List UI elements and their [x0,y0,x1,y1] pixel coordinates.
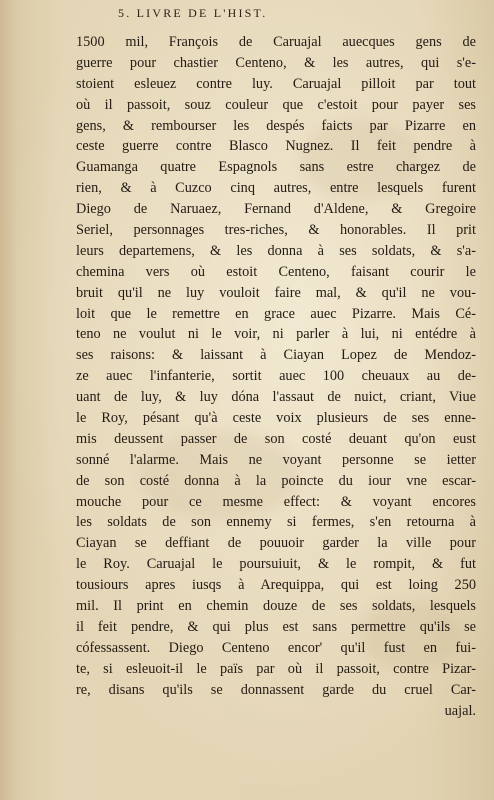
text-line: Guamanga quatre Espagnols sans estre chargez de [76,159,476,176]
body-text [76,32,476,721]
text-line: de son costé donna à la poincte du iour vne escar- [76,472,476,489]
text-line: les soldats de son ennemy si fermes, s'en retourna à [76,514,476,531]
text-line-final: uajal. [444,702,476,719]
text-line: Seriel, personnages tres-riches, & honorables. Il prit [76,222,476,239]
text-line: teno ne voulut ni le voir, ni parler à lui, ni entédre à [76,326,476,343]
text-line: tousiours apres iusqs à Arequippa, qui est loing 250 [76,577,476,594]
text-line: mil. Il print en chemin douze de ses soldats, lesquels [76,598,476,615]
text-line: te, si esleuoit-il le païs par où il passoit, contre Pizar- [76,660,476,677]
text-line: rien, & à Cuzco cinq autres, entre lesquels furent [76,180,476,197]
text-line: sonné l'alarme. Mais ne voyant personne se ietter [76,451,476,468]
text-line: gens, & rembourser les despés faicts par Pizarre en [76,117,476,134]
running-header: 5. LIVRE DE L'HIST. [118,6,268,20]
text-line: re, disans qu'ils se donnassent garde du cruel Car- [76,681,476,698]
text-line: cófessassent. Diego Centeno encor' qu'il fust en fui- [76,639,476,656]
text-line: Ciayan se deffiant de pouuoir garder la ville pour [76,535,476,552]
text-line: ses raisons: & laissant à Ciayan Lopez de Mendoz- [76,347,476,364]
text-line: ceste guerre contre Blasco Nugnez. Il feit pendre à [76,138,476,155]
text-line: loit que le remettre en grace auec Pizarre. Mais Cé- [76,305,476,322]
text-line: chemina vers où estoit Centeno, faisant courir le [76,263,476,280]
text-line: le Roy, pésant qu'à ceste voix plusieurs de ses enne- [76,410,476,427]
text-line: uant de luy, & luy dóna l'assaut de nuict, criant, Viue [76,389,476,406]
text-line: leurs departemens, & les donna à ses soldats, & s'a- [76,242,476,259]
text-line: Diego de Naruaez, Fernand d'Aldene, & Gregoire [76,201,476,218]
text-line: mouche pour ce mesme effect: & voyant encores [76,493,476,510]
text-line: mis deussent passer de son costé deuant qu'on eust [76,430,476,447]
text-line: bruit qu'il ne luy vouloit faire mal, & qu'il ne vou- [76,284,476,301]
text-line: stoient esleuez contre luy. Caruajal pilloit par tout [76,75,476,92]
text-line: guerre pour chastier Centeno, & les autres, qui s'e- [76,54,476,71]
text-line: le Roy. Caruajal le poursuiuit, & le rompit, & fut [76,556,476,573]
text-line: où il passoit, souz couleur que c'estoit pour payer ses [76,96,476,113]
text-line: ze auec l'infanterie, sortit auec 100 cheuaux au de- [76,368,476,385]
text-line: il feit pendre, & qui plus est sans permettre qu'ils se [76,618,476,635]
text-line: 1500 mil, François de Caruajal auecques gens de [76,34,476,50]
